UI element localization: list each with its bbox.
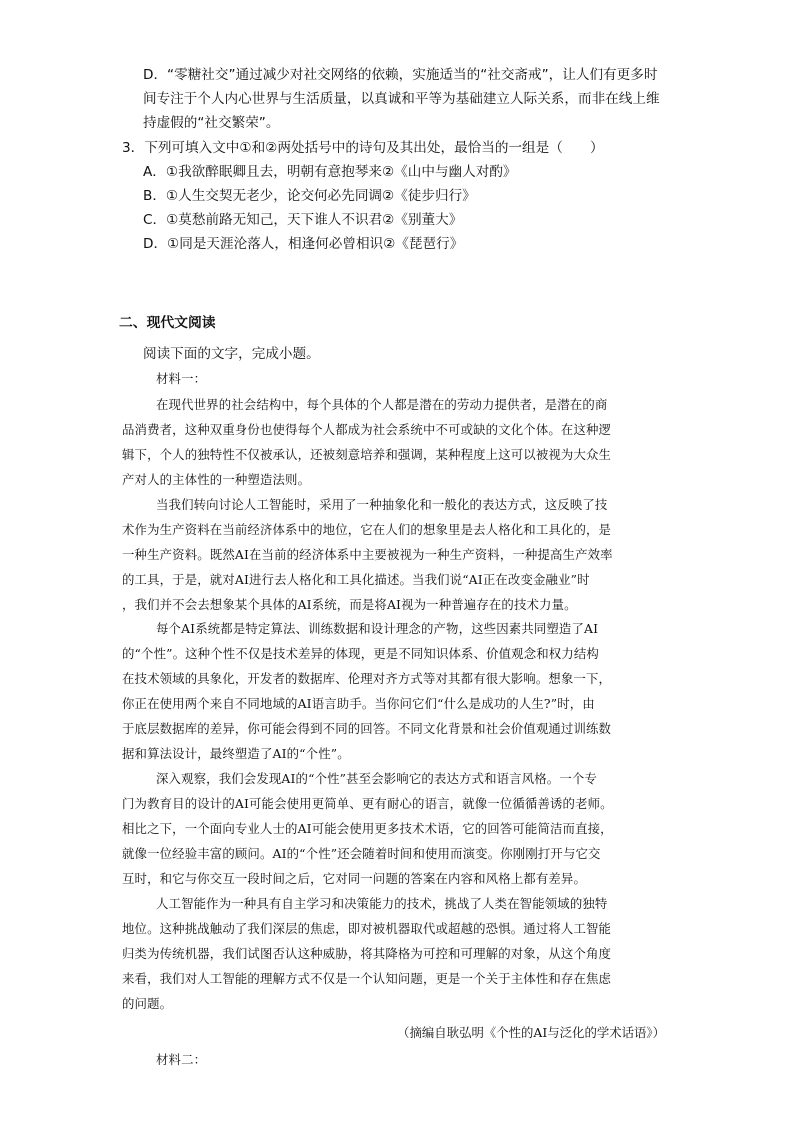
material1-line: 深入观察，我们会发现AI的“个性”甚至会影响它的表达方式和语言风格。一个专: [156, 771, 597, 786]
material1-line: 归类为传统机器，我们试图否认这种威胁，将其降格为可控和可理解的对象，从这个角度: [122, 946, 612, 961]
material1-line: 当我们转向讨论人工智能时，采用了一种抽象化和一般化的表达方式，这反映了技: [156, 497, 608, 512]
q3-option-a: A．①我欲醉眠卿且去，明朝有意抱琴来②《山中与幽人对酌》: [143, 164, 517, 180]
material1-source: （摘编自耿弘明《个性的AI与泛化的学术话语》）: [397, 1025, 665, 1040]
q2-option-d-line2: 间专注于个人内心世界与生活质量，以真诚和平等为基础建立人际关系，而非在线上维: [143, 91, 660, 107]
material1-line: 地位。这种挑战触动了我们深层的焦虑，即对被机器取代或超越的恐惧。通过将人工智能: [122, 921, 612, 936]
material1-line: 的“个性”。这种个性不仅是技术差异的体现，更是不同知识体系、价值观念和权力结构: [122, 646, 599, 661]
material1-line: 据和算法设计，最终塑造了AI的“个性”。: [122, 746, 350, 761]
reading-instruction: 阅读下面的文字，完成小题。: [143, 346, 320, 362]
material1-line: 就像一位经验丰富的顾问。AI的“个性”还会随着时间和使用而演变。你刚刚打开与它交: [122, 846, 601, 861]
material1-line: 品消费者，这种双重身份也使得每个人都成为社会系统中不可或缺的文化个体。在这种逻: [122, 422, 612, 437]
material1-line: 于底层数据库的差异，你可能会得到不同的回答。不同文化背景和社会价值观通过训练数: [122, 721, 612, 736]
material1-line: 辑下，个人的独特性不仅被承认，还被刻意培养和强调，某种程度上这可以被视为大众生: [122, 447, 612, 462]
q3-stem: 3．下列可填入文中①和②两处括号中的诗句及其出处，最恰当的一组是（ ）: [122, 140, 604, 156]
material1-line: 互时，和它与你交互一段时间之后，它对同一问题的答案在内容和风格上都有差异。: [122, 871, 587, 886]
material1-line: 产对人的主体性的一种塑造法则。: [122, 472, 311, 487]
q3-option-b: B．①人生交契无老少，论交何必先同调②《徒步归行》: [143, 188, 476, 204]
material1-line: 来看，我们对人工智能的理解方式不仅是一个认知问题，更是一个关于主体性和存在焦虑: [122, 971, 612, 986]
material1-line: 人工智能作为一种具有自主学习和决策能力的技术，挑战了人类在智能领域的独特: [156, 896, 608, 911]
material1-line: 在技术领域的具象化，开发者的数据库、伦理对齐方式等对其都有很大影响。想象一下，: [122, 671, 612, 686]
material1-line: ，我们并不会去想象某个具体的AI系统，而是将AI视为一种普遍存在的技术力量。: [122, 597, 577, 612]
q3-option-d: D．①同是天涯沦落人，相逢何必曾相识②《琵琶行》: [143, 236, 464, 252]
section-heading: 二、现代文阅读: [119, 315, 216, 331]
material1-line: 的工具，于是，就对AI进行去人格化和工具化描述。当我们说“AI正在改变金融业”时: [122, 572, 590, 587]
material1-line: 每个AI系统都是特定算法、训练数据和设计理念的产物，这些因素共同塑造了AI: [156, 621, 599, 636]
material1-line: 相比之下，一个面向专业人士的AI可能会使用更多技术术语，它的回答可能简洁而直接，: [122, 821, 613, 836]
material1-line: 的问题。: [122, 996, 173, 1011]
material1-line: 一种生产资料。既然AI在当前的经济体系中主要被视为一种生产资料，一种提高生产效率: [122, 547, 613, 562]
q3-option-c: C．①莫愁前路无知己，天下谁人不识君②《别董大》: [143, 212, 463, 228]
material1-line: 术作为生产资料在当前经济体系中的地位，它在人们的想象里是去人格化和工具化的，是: [122, 522, 612, 537]
material1-line: 在现代世界的社会结构中，每个具体的个人都是潜在的劳动力提供者，是潜在的商: [156, 397, 608, 412]
material1-line: 门为教育目的设计的AI可能会使用更简单、更有耐心的语言，就像一位循循善诱的老师。: [122, 796, 613, 811]
material1-label: 材料一：: [156, 371, 207, 386]
material2-label: 材料二：: [156, 1052, 207, 1067]
q2-option-d-line3: 持虚假的“社交繁荣”。: [143, 115, 280, 131]
material1-line: 你正在使用两个来自不同地域的AI语言助手。当你问它们“什么是成功的人生?”时，由: [122, 696, 595, 711]
q2-option-d-line1: D．“零糖社交”通过减少对社交网络的依赖，实施适当的“社交斋戒”，让人们有更多时: [143, 67, 658, 83]
